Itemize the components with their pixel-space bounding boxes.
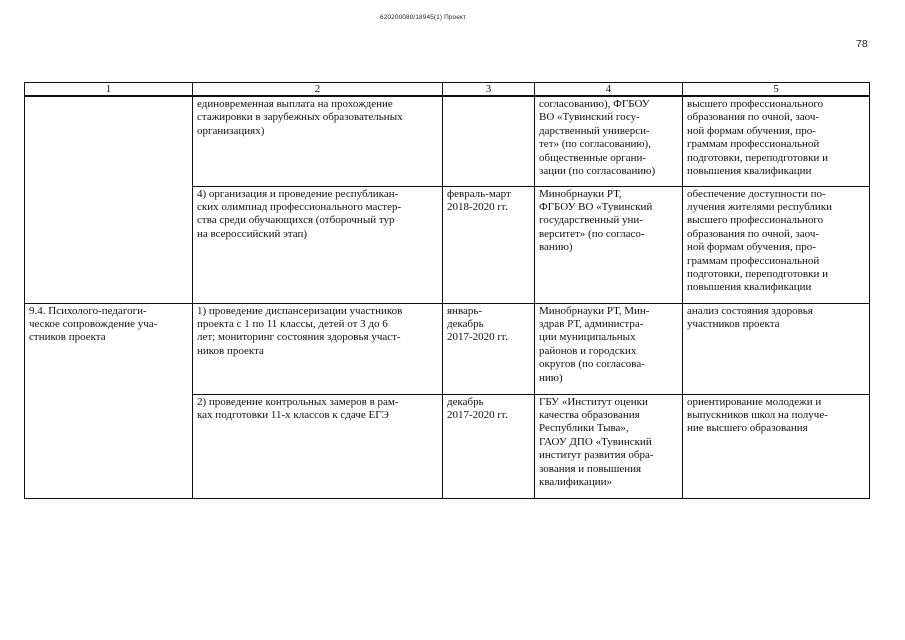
- cell-text: 2) проведение контрольных замеров в рам- ках подготовки 11-х классов к сдаче ЕГЭ: [197, 395, 399, 421]
- table-cell: [193, 186, 443, 303]
- cell-text: 1) проведение диспансеризации участников проекта с 1 по 11 классы, детей от 3 до 6 лет; мониторинг состояния здоровья участ- ников проекта: [197, 304, 403, 357]
- table-cell: [193, 394, 443, 498]
- table-cell: [683, 394, 870, 498]
- cell-text: согласованию), ФГБОУ ВО «Тувинский госу- дарственный универси- тет» (по согласованию), общественные органи- зации (по согласованию): [539, 98, 656, 178]
- table-cell: [443, 394, 535, 498]
- table-row: [25, 96, 870, 186]
- column-header-4: 4: [535, 83, 683, 97]
- cell-text: 9.4. Психолого-педагоги- ческое сопровождение уча- стников проекта: [29, 304, 158, 344]
- column-header-5: 5: [683, 83, 870, 97]
- table-row: [25, 186, 870, 303]
- column-header-2: 2: [193, 83, 443, 97]
- cell-text: ориентирование молодежи и выпускников школ на получе- ние высшего образования: [687, 395, 828, 435]
- table-cell: [443, 186, 535, 303]
- table-cell: [193, 96, 443, 186]
- activity-table: [24, 82, 870, 499]
- table-cell: [535, 303, 683, 394]
- cell-text: февраль-март 2018-2020 гг.: [447, 187, 511, 213]
- table-cell: [25, 394, 193, 498]
- cell-text: 4) организация и проведение республикан- ских олимпиад профессионального мастер- ства среди обучающихся (отборочный тур на всероссийский этап): [197, 187, 402, 240]
- page-number: 78: [856, 38, 868, 50]
- table-cell: [535, 394, 683, 498]
- table-cell: [683, 96, 870, 186]
- cell-text: анализ состояния здоровья участников проекта: [687, 304, 813, 330]
- table-cell: [535, 186, 683, 303]
- table-cell: [25, 303, 193, 394]
- table-cell: [193, 303, 443, 394]
- cell-text: ГБУ «Институт оценки качества образования Республики Тыва», ГАОУ ДПО «Тувинский институт развития обра- зования и повышения квалификации»: [539, 395, 654, 488]
- cell-text: Минобрнауки РТ, ФГБОУ ВО «Тувинский государственный уни- верситет» (по согласо- ванию): [539, 187, 653, 254]
- document-id: 620200080/18945(1) Проект: [380, 14, 467, 21]
- column-header-3: 3: [443, 83, 535, 97]
- table-cell: [535, 96, 683, 186]
- cell-text: обеспечение доступности по- лучения жителями республики высшего профессионального образования по очной, заоч- ной формам обучения, про- граммам профессиональной подготовки, переподготовки и повышения квалификации: [687, 187, 833, 294]
- table-cell: [25, 186, 193, 303]
- table-cell: [683, 186, 870, 303]
- table-row: [25, 394, 870, 498]
- column-header-1: 1: [25, 83, 193, 97]
- table-row: [25, 303, 870, 394]
- table-cell: [25, 96, 193, 186]
- cell-text: единовременная выплата на прохождение стажировки в зарубежных образовательных организациях): [197, 98, 403, 137]
- cell-text: декабрь 2017-2020 гг.: [447, 395, 508, 421]
- cell-text: январь- декабрь 2017-2020 гг.: [447, 304, 508, 344]
- table-cell: [443, 303, 535, 394]
- table-cell: [443, 96, 535, 186]
- table-header-row: [25, 83, 870, 97]
- cell-text: высшего профессионального образования по очной, заоч- ной формам обучения, про- граммам профессиональной подготовки, переподготовки и повышения квалификации: [687, 98, 828, 178]
- table-cell: [683, 303, 870, 394]
- cell-text: Минобрнауки РТ, Мин- здрав РТ, администра- ции муниципальных районов и городских округов (по согласова- нию): [539, 304, 650, 384]
